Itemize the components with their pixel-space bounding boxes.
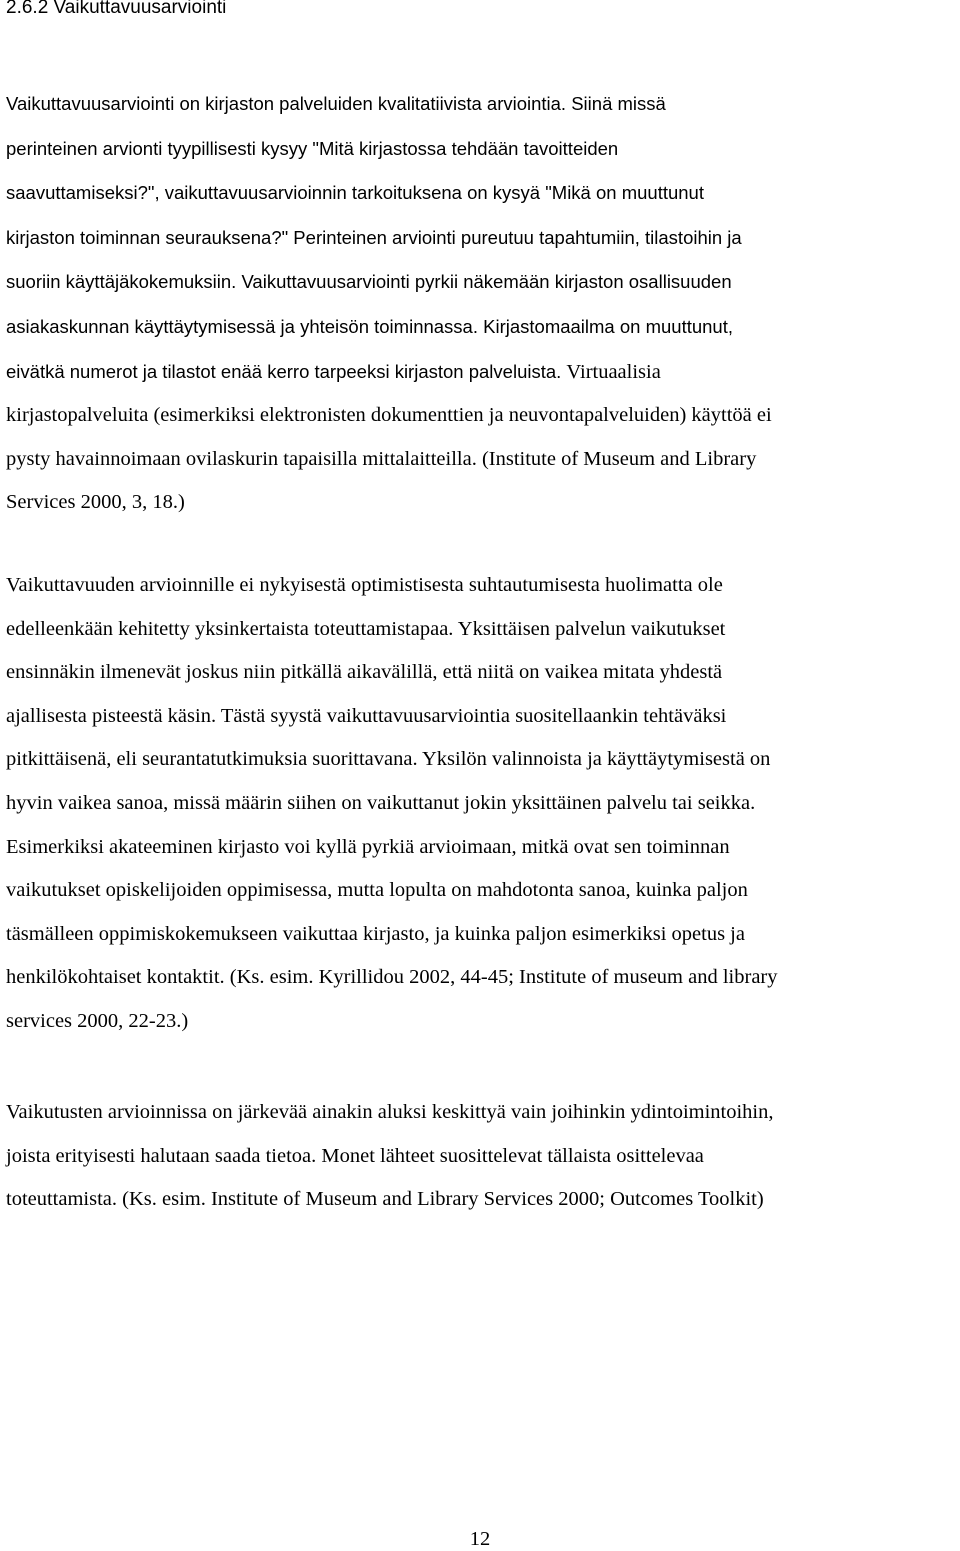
text-line — [6, 216, 956, 261]
text-line — [6, 127, 956, 172]
text-run: Services 2000, 3, 18.) — [6, 491, 185, 514]
text-run: Vaikuttavuuden arvioinnille ei nykyisestä optimistisesta suhtautumisesta huolimatta ole — [6, 574, 723, 596]
text-line — [6, 1178, 956, 1222]
text-run: ajallisesta pisteestä käsin. Tästä syystä vaikuttavuusarviointia suositellaankin tehtäväksi — [6, 704, 727, 727]
text-run: suoriin käyttäjäkokemuksiin. Vaikuttavuusarviointi pyrkii näkemään kirjaston osallisuuden — [6, 271, 732, 293]
text-run: toteuttamista. (Ks. esim. Institute of Museum and Library Services 2000; Outcomes Toolkit) — [6, 1188, 764, 1211]
text-line — [6, 260, 956, 305]
text-line — [6, 82, 956, 127]
paragraph-core-functions-focus — [6, 1091, 956, 1222]
text-run: Virtuaalisia — [566, 360, 661, 383]
text-run: services 2000, 22-23.) — [6, 1009, 189, 1032]
text-line — [6, 869, 956, 913]
text-run: perinteinen arvionti tyypillisesti kysyy "Mitä kirjastossa tehdään tavoitteiden — [6, 137, 619, 159]
paragraph-measurement-difficulty — [6, 564, 956, 1044]
text-line — [6, 1135, 956, 1179]
text-run: hyvin vaikea sanoa, missä määrin siihen on vaikuttanut jokin yksittäinen palvelu tai seikka. — [6, 791, 756, 814]
text-line — [6, 826, 956, 870]
text-line — [6, 438, 956, 482]
text-line — [6, 305, 956, 350]
text-line — [6, 782, 956, 826]
paragraph-impact-evaluation-definition — [6, 82, 956, 525]
text-line — [6, 651, 956, 695]
text-line — [6, 738, 956, 782]
text-run: kirjaston toiminnan seurauksena?" Perinteinen arviointi pureutuu tapahtumiin, tilastoihin ja — [6, 226, 742, 248]
text-run: täsmälleen oppimiskokemukseen vaikuttaa kirjasto, ja kuinka paljon esimerkiksi opetus ja — [6, 922, 745, 945]
text-line — [6, 350, 956, 395]
page-number: 12 — [469, 1528, 491, 1550]
text-run: kirjastopalveluita (esimerkiksi elektronisten dokumenttien ja neuvontapalveluiden) käyttöä ei — [6, 404, 772, 427]
text-run: pysty havainnoimaan ovilaskurin tapaisilla mittalaitteilla. (Institute of Museum and Library — [6, 447, 757, 470]
section-heading: 2.6.2 Vaikuttavuusarviointi — [6, 0, 227, 18]
text-run: Vaikuttavuusarviointi on kirjaston palveluiden kvalitatiivista arviointia. Siinä missä — [6, 93, 666, 114]
text-line — [6, 695, 956, 739]
text-line — [6, 171, 956, 216]
text-line — [6, 608, 956, 652]
text-line — [6, 564, 956, 608]
text-run: vaikutukset opiskelijoiden oppimisessa, mutta lopulta on mahdotonta sanoa, kuinka paljon — [6, 879, 748, 902]
text-run: joista erityisesti halutaan saada tietoa. Monet lähteet suosittelevat tällaista osittelevaa — [6, 1144, 704, 1167]
text-line — [6, 913, 956, 957]
text-run: asiakaskunnan käyttäytymisessä ja yhteisön toiminnassa. Kirjastomaailma on muuttunut, — [6, 315, 733, 337]
text-run: pitkittäisenä, eli seurantatutkimuksia suorittavana. Yksilön valinnoista ja käyttäytymisestä on — [6, 748, 771, 771]
text-run: Vaikutusten arvioinnissa on järkevää ainakin aluksi keskittyä vain joihinkin ydintoimintoihin, — [6, 1101, 774, 1123]
text-run: Esimerkiksi akateeminen kirjasto voi kyllä pyrkiä arvioimaan, mitkä ovat sen toiminnan — [6, 835, 730, 858]
text-run: edelleenkään kehitetty yksinkertaista toteuttamistapaa. Yksittäisen palvelun vaikutukset — [6, 617, 726, 640]
text-run: saavuttamiseksi?", vaikuttavuusarvioinnin tarkoituksena on kysyä "Mikä on muuttunut — [6, 182, 704, 204]
text-line — [6, 481, 956, 525]
text-line — [6, 956, 956, 1000]
text-run: ensinnäkin ilmenevät joskus niin pitkällä aikavälillä, että niitä on vaikea mitata yhdestä — [6, 661, 723, 684]
text-line — [6, 1000, 956, 1044]
text-line — [6, 1091, 956, 1135]
text-run: henkilökohtaiset kontaktit. (Ks. esim. Kyrillidou 2002, 44-45; Institute of museum and library — [6, 966, 778, 989]
text-run: eivätkä numerot ja tilastot enää kerro tarpeeksi kirjaston palveluista. — [6, 360, 567, 382]
text-line — [6, 394, 956, 438]
